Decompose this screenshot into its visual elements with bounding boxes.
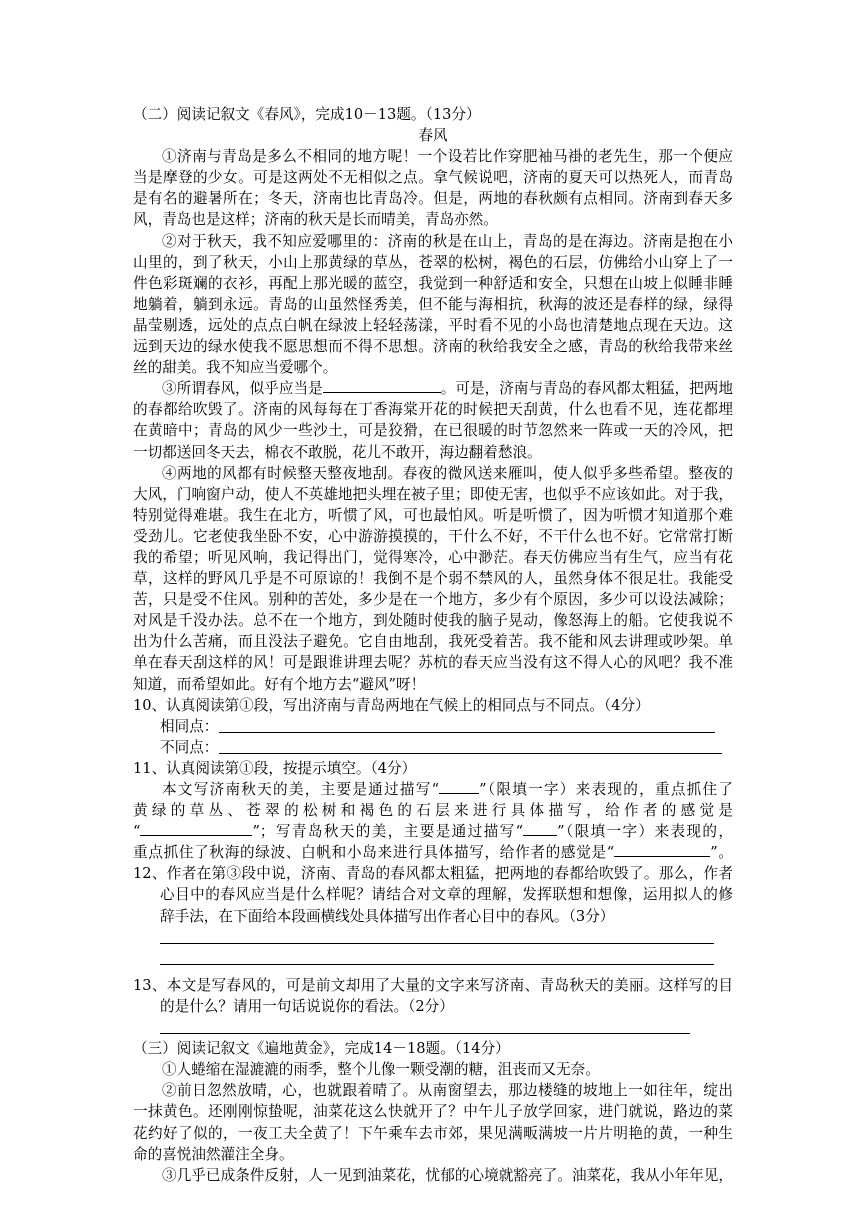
text-line: 一切都送回冬天去，棉衣不敢脱，花儿不敢开，海边翻着愁浪。 bbox=[133, 443, 542, 461]
question-text: 12、作者在第③段中说，济南、青岛的春风都太粗猛，把两地的春都给吹毁了。那么，作者 bbox=[133, 865, 733, 883]
answer-line[interactable] bbox=[133, 927, 733, 948]
paragraph-1 bbox=[133, 146, 733, 230]
fill-in-blank[interactable] bbox=[323, 378, 441, 393]
question-11 bbox=[133, 758, 733, 863]
fill-in-blank[interactable] bbox=[614, 842, 710, 857]
text-line: 花约好了似的，一夜工夫全黄了！下午乘车去市郊，果见满畈满坡一片片明艳的黄，一种生 bbox=[133, 1124, 733, 1142]
text-line: ①人蜷缩在湿漉漉的雨季，整个儿像一颗受潮的糖，沮丧而又无奈。 bbox=[162, 1061, 600, 1079]
text-line bbox=[133, 378, 733, 399]
answer-rule[interactable] bbox=[160, 964, 714, 965]
text-line bbox=[133, 779, 733, 800]
text-segment: ”。 bbox=[710, 844, 733, 862]
text-line: ④两地的风都有时候整天整夜地刮。春夜的微风送来雁叫，使人似乎多些希望。整夜的 bbox=[162, 464, 733, 482]
text-line: 单在春天刮这样的风！可是跟谁讲理去呢？苏杭的春天应当没有这不得人心的风吧？我不准 bbox=[133, 654, 733, 672]
question-text: 的是什么？请用一句话说说你的看法。（2分） bbox=[160, 997, 454, 1015]
fill-in-blank[interactable] bbox=[523, 821, 557, 836]
answer-rule[interactable] bbox=[219, 753, 722, 754]
question-text: 10、认真阅读第①段，写出济南与青岛两地在气候上的相同点与不同点。（4分） bbox=[133, 696, 650, 714]
question-text: 11、认真阅读第①段，按提示填空。（4分） bbox=[133, 759, 417, 777]
text-line: 我的希望；听见风响，我记得出门，觉得寒冷，心中渺茫。春天仿佛应当有生气，应当有花 bbox=[133, 548, 733, 566]
paragraph-3 bbox=[133, 378, 733, 462]
text-line: 晶莹剔透，远处的点点白帆在绿波上轻轻荡漾，平时看不见的小岛也清楚地点现在天边。这 bbox=[133, 316, 733, 334]
text-line: ②前日忽然放晴，心，也就跟着晴了。从南窗望去，那边楼缝的坡地上一如往年，绽出 bbox=[162, 1082, 733, 1100]
answer-rule[interactable] bbox=[160, 1033, 690, 1034]
section3 bbox=[133, 1038, 733, 1186]
fill-in-blank[interactable] bbox=[439, 779, 479, 794]
text-segment: ”（限填一字）来表现的， bbox=[557, 823, 733, 841]
text-line: 特别觉得难堪。我生在北方，听惯了风，可也最怕风。听是听惯了，因为听惯才知道那个难 bbox=[133, 506, 733, 524]
text-line: 是有名的避暑所在；冬天，济南也比青岛冷。但是，两地的春秋颇有点相同。济南到春天多 bbox=[133, 190, 733, 208]
text-line: 的春都给吹毁了。济南的风每每在丁香海棠开花的时候把天刮黄，什么也看不见，连花都埋 bbox=[133, 401, 733, 419]
text-line: ③几乎已成条件反射，人一见到油菜花，忧郁的心境就豁亮了。油菜花，我从小年年见， bbox=[162, 1166, 733, 1184]
text-segment: ”（限填一字）来表现的，重点抓住了 bbox=[479, 781, 733, 798]
text-line: 在黄暗中；青岛的风少一些沙土，可是狡猾，在已很暖的时节忽然来一阵或一天的冷风，把 bbox=[133, 422, 733, 440]
section2-header: （二）阅读记叙文《春风》，完成10－13题。（13分） bbox=[133, 106, 481, 123]
text-line: 地躺着，躺到永远。青岛的山虽然怪秀美，但不能与海相抗，秋海的波还是春样的绿，绿得 bbox=[133, 295, 733, 313]
answer-label: 相同点： bbox=[160, 717, 219, 735]
text-line: ②对于秋天，我不知应爱哪里的：济南的秋是在山上，青岛的是在海边。济南是抱在小 bbox=[162, 232, 733, 250]
text-segment: “ bbox=[133, 823, 141, 841]
page-content bbox=[133, 104, 733, 1186]
answer-rule[interactable] bbox=[160, 943, 714, 944]
text-line: 一抹黄色。还刚刚惊蛰呢，油菜花这么快就开了？中午儿子放学回家，进门就说，路边的菜 bbox=[133, 1103, 733, 1121]
answer-line[interactable] bbox=[133, 1017, 733, 1038]
text-line bbox=[133, 821, 733, 842]
text-line: 件色彩斑斓的衣衫，再配上那光暖的蓝空，我觉到一种舒适和安全，只想在山坡上似睡非睡 bbox=[133, 274, 733, 292]
answer-line-diff[interactable] bbox=[133, 737, 733, 758]
answer-line-same[interactable] bbox=[133, 716, 733, 737]
text-line: 大风，门响窗户动，使人不英雄地把头埋在被子里；即使无害，也似乎不应该如此。对于我， bbox=[133, 485, 733, 503]
text-line: 黄绿的草丛、苍翠的松树和褐色的石层来进行具体描写，给作者的感觉是 bbox=[133, 802, 733, 820]
text-line: 知道，而希望如此。好有个地方去“避风”呀！ bbox=[133, 675, 426, 693]
question-13 bbox=[133, 975, 733, 1038]
text-line: 远到天边的绿水使我不愿思想而不得不思想。济南的秋给我安全之感，青岛的秋给我带来丝 bbox=[133, 338, 733, 356]
answer-rule[interactable] bbox=[219, 732, 715, 733]
text-line bbox=[133, 842, 733, 863]
text-line: 草，这样的野风几乎是不可原谅的！我倒不是个弱不禁风的人，虽然身体不很足壮。我能受 bbox=[133, 570, 733, 588]
question-12 bbox=[133, 863, 733, 968]
question-text: 心目中的春风应当是什么样呢？请结合对文章的理解，发挥联想和想像，运用拟人的修 bbox=[160, 886, 733, 904]
text-segment: 。可是，济南与青岛的春风都太粗猛，把两地 bbox=[440, 380, 733, 398]
text-segment: 重点抓住了秋海的绿波、白帆和小岛来进行具体描写，给作者的感觉是“ bbox=[133, 844, 615, 862]
text-line: 苦，只是受不住风。别种的苦处，多少是在一个地方，多少有个原因，多少可以设法减除； bbox=[133, 591, 733, 609]
question-10 bbox=[133, 695, 733, 758]
answer-line[interactable] bbox=[133, 948, 733, 969]
fill-in-blank[interactable] bbox=[140, 821, 252, 836]
section3-header: （三）阅读记叙文《遍地黄金》，完成14－18题。（14分） bbox=[133, 1040, 510, 1058]
text-line: 命的喜悦油然灌注全身。 bbox=[133, 1145, 294, 1163]
text-line: 丝的甜美。我不知应当爱哪个。 bbox=[133, 359, 338, 377]
article-title: 春风 bbox=[418, 127, 448, 145]
text-segment: ③所谓春风，似乎应当是 bbox=[162, 380, 323, 398]
answer-label: 不同点： bbox=[160, 738, 219, 756]
question-text: 辞手法，在下面给本段画横线处具体描写出作者心目中的春风。（3分） bbox=[160, 907, 615, 925]
text-line: 出为什么苦痛，而且没法子避免。它自由地刮，我死受着苦。我不能和风去讲理或吵架。单 bbox=[133, 633, 733, 651]
paragraph-2 bbox=[133, 231, 733, 379]
text-line: 对风是千没办法。总不在一个地方，到处随时使我的脑子晃动，像怒海上的船。它使我说不 bbox=[133, 612, 733, 630]
text-line: 风，青岛也是这样；济南的秋天是长而晴美，青岛亦然。 bbox=[133, 211, 498, 229]
text-line: 山里的，到了秋天，小山上那黄绿的草丛，苍翠的松树，褐色的石层，仿佛给小山穿上了一 bbox=[133, 253, 733, 271]
question-text: 13、本文是写春风的，可是前文却用了大量的文字来写济南、青岛秋天的美丽。这样写的目 bbox=[133, 976, 733, 994]
text-line: ①济南与青岛是多么不相同的地方呢！一个设若比作穿肥袖马褂的老先生，那一个便应 bbox=[162, 148, 733, 166]
text-line: 受劲儿。它老使我坐卧不安，心中游游摸摸的，干什么不好，不干什么也不好。它常常打断 bbox=[133, 527, 733, 545]
text-line: 当是摩登的少女。可是这两处不无相似之点。拿气候说吧，济南的夏天可以热死人，而青岛 bbox=[133, 169, 733, 187]
paragraph-4 bbox=[133, 463, 733, 695]
text-segment: 本文写济南秋天的美，主要是通过描写“ bbox=[162, 781, 440, 798]
text-segment: ”；写青岛秋天的美，主要是通过描写“ bbox=[252, 823, 524, 841]
